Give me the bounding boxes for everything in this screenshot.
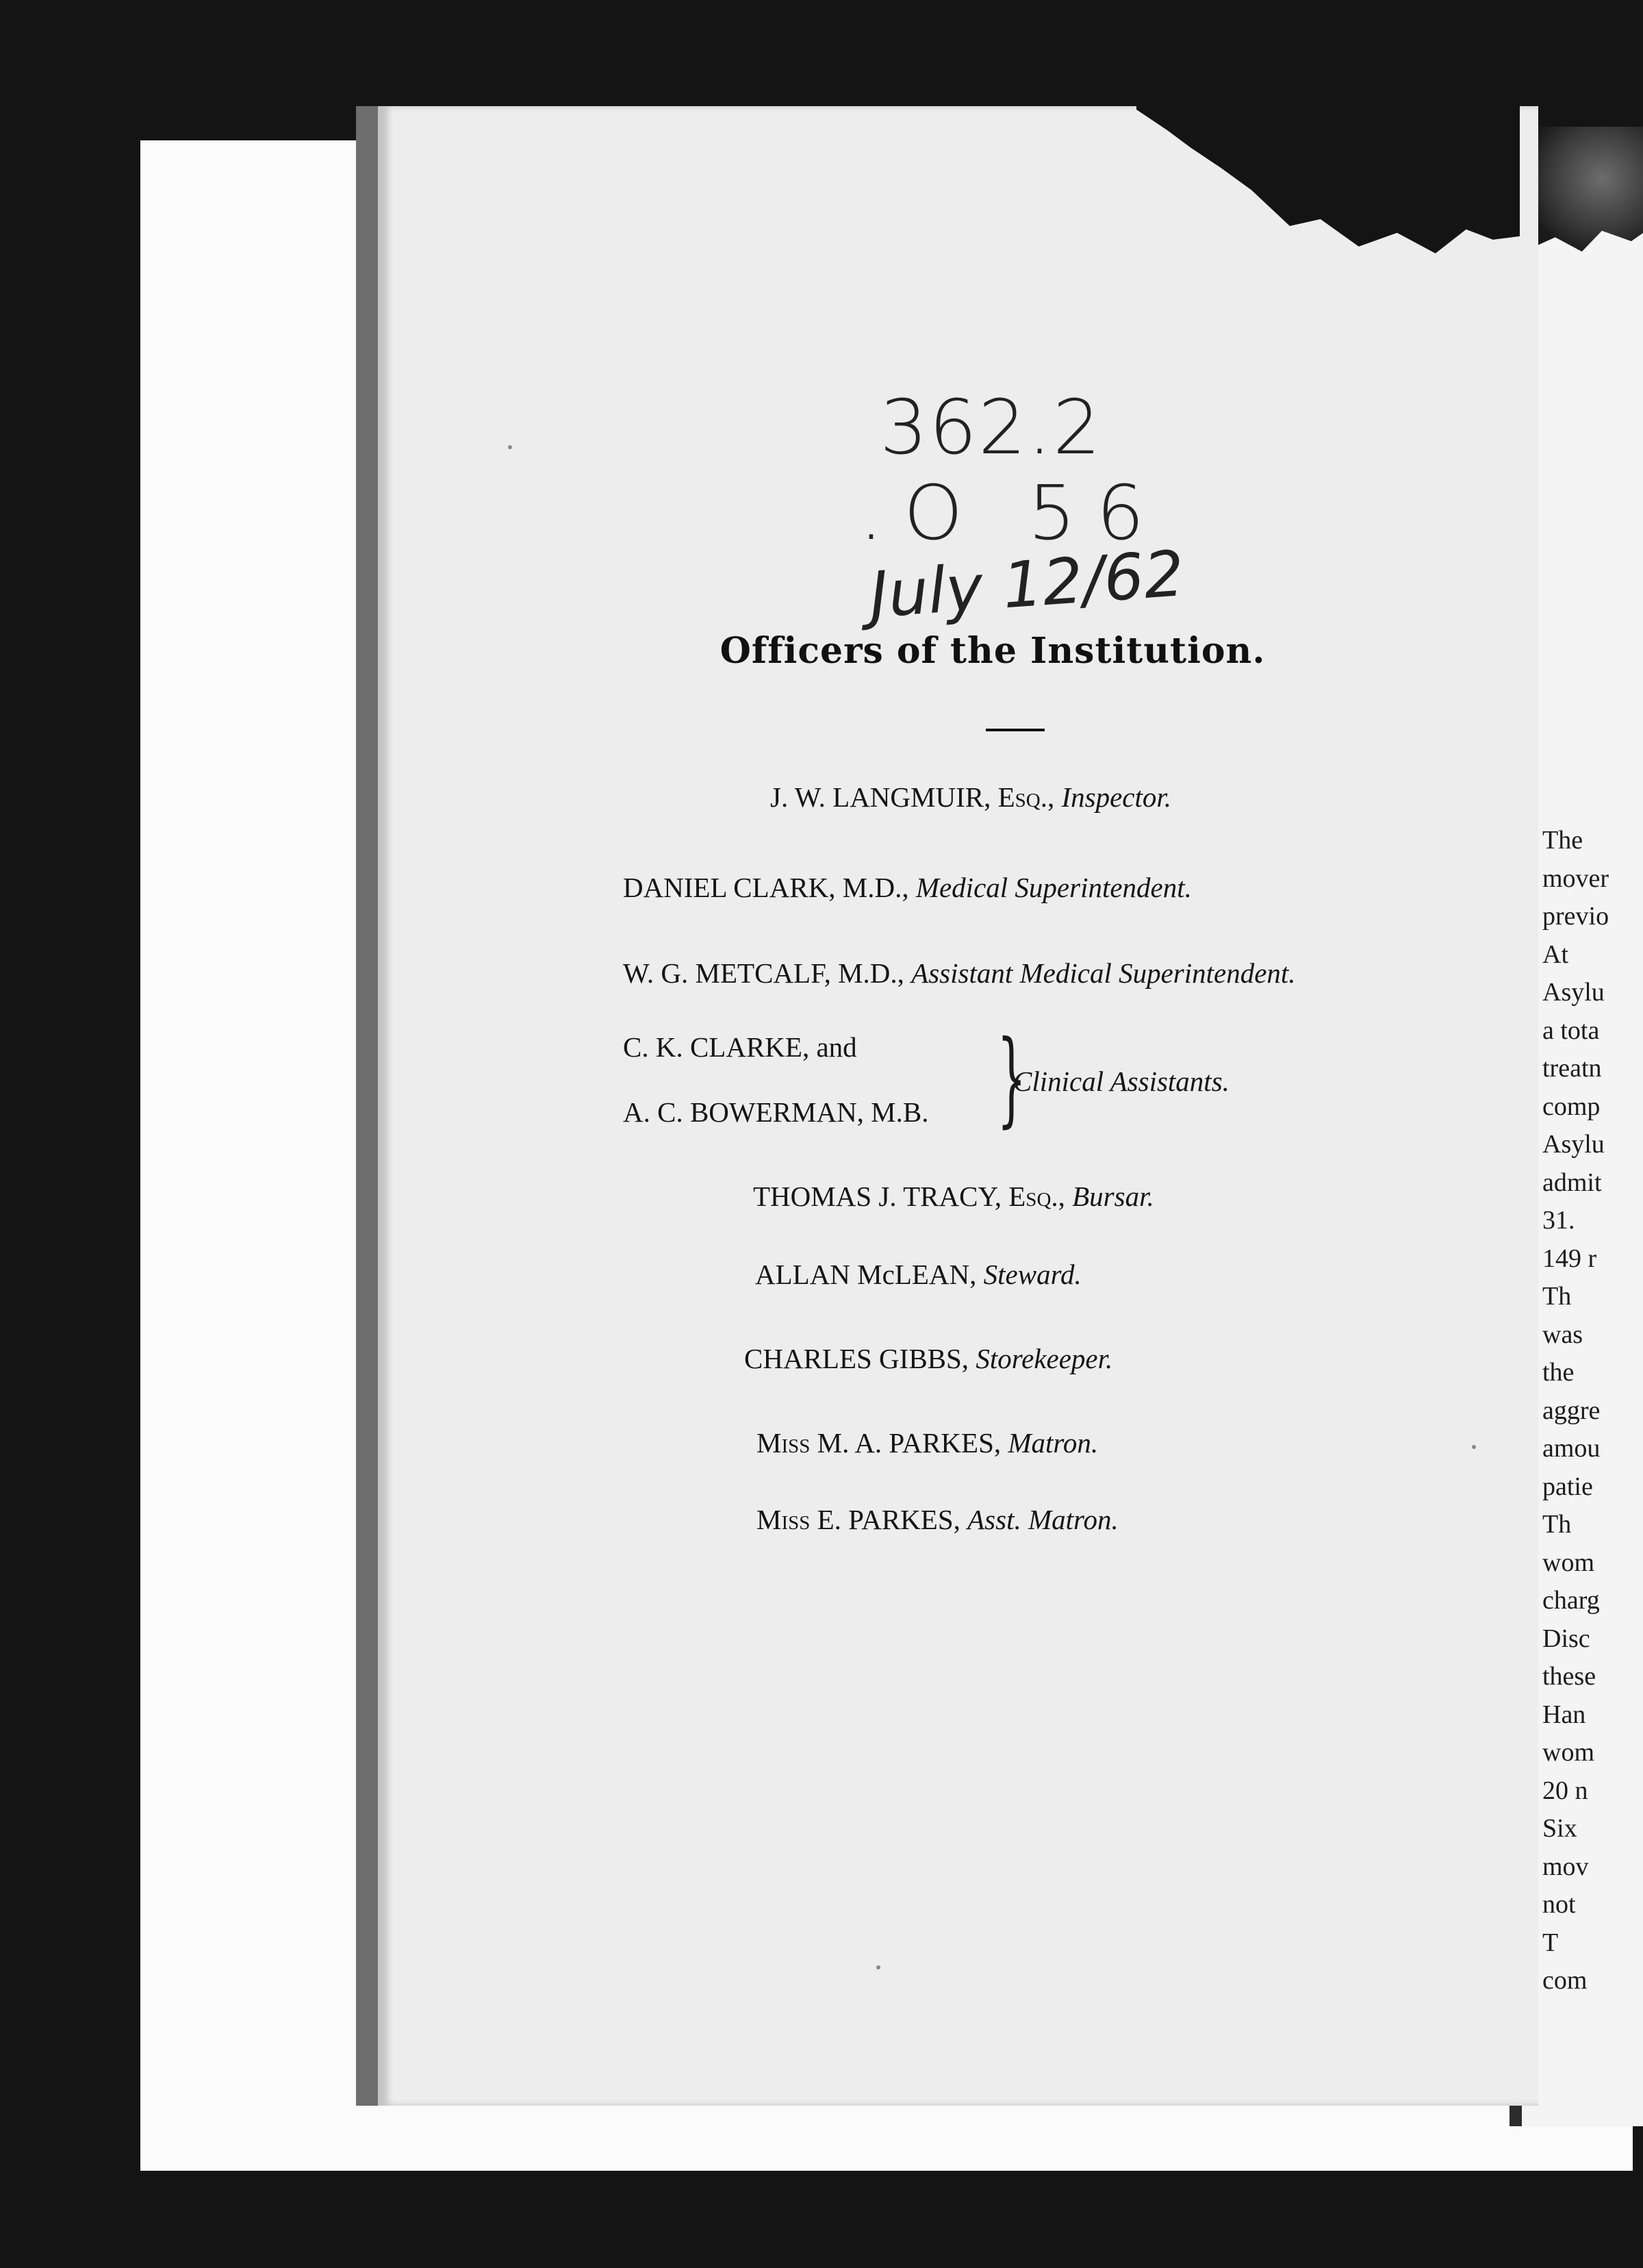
- facing-page-line: charg: [1542, 1586, 1600, 1615]
- facing-page-line: Asylu: [1542, 1130, 1605, 1159]
- officer-line-assistant-matron: [756, 1503, 1119, 1536]
- facing-page-line: Disc: [1542, 1624, 1590, 1653]
- paper-speck: [876, 1965, 880, 1969]
- officer-name: J. W. LANGMUIR,: [770, 781, 991, 813]
- officer-prefix: Miss: [756, 1504, 811, 1535]
- officer-name: THOMAS J. TRACY,: [753, 1181, 1002, 1212]
- officer-role: Steward.: [983, 1259, 1082, 1290]
- officer-name: E. PARKES,: [817, 1504, 960, 1535]
- facing-page-line: Th: [1542, 1282, 1572, 1311]
- paper-speck: [1472, 1445, 1476, 1449]
- officer-name: W. G. METCALF, M.D.,: [623, 957, 904, 989]
- officer-prefix: Miss: [756, 1427, 811, 1459]
- page-title: Officers of the Institution.: [719, 630, 1266, 672]
- facing-page-line: not: [1542, 1890, 1576, 1919]
- officer-line-storekeeper: [744, 1342, 1112, 1375]
- facing-page-line: these: [1542, 1662, 1596, 1691]
- facing-page-line: patie: [1542, 1472, 1593, 1501]
- officer-role: Bursar.: [1072, 1181, 1154, 1212]
- facing-page-line: com: [1542, 1966, 1588, 1995]
- officer-role: Asst. Matron.: [967, 1504, 1119, 1535]
- grouping-brace: }: [997, 1019, 1027, 1138]
- facing-page-line: comp: [1542, 1092, 1601, 1121]
- facing-page-line: treatn: [1542, 1054, 1602, 1083]
- facing-page-line: T: [1542, 1928, 1559, 1957]
- facing-page-line: mov: [1542, 1852, 1589, 1881]
- officer-role: Inspector.: [1061, 781, 1172, 813]
- paper-speck: [508, 445, 512, 449]
- handwritten-date: July 12/62: [867, 537, 1186, 632]
- facing-page-line: wom: [1542, 1738, 1594, 1767]
- officer-role: Assistant Medical Superintendent.: [911, 957, 1296, 989]
- facing-page-line: was: [1542, 1320, 1583, 1349]
- officer-name: CHARLES GIBBS,: [744, 1343, 969, 1374]
- facing-page-line: previo: [1542, 902, 1609, 931]
- facing-page-line: Th: [1542, 1510, 1572, 1539]
- clinical-member-1: C. K. CLARKE, and: [623, 1031, 857, 1063]
- handwritten-call-suffix: .O 56: [859, 469, 1165, 557]
- facing-page-line: admit: [1542, 1168, 1602, 1197]
- officer-name: DANIEL CLARK, M.D.,: [623, 872, 909, 903]
- facing-page-line: The: [1542, 826, 1583, 855]
- clinical-member-2: A. C. BOWERMAN, M.B.: [623, 1096, 929, 1128]
- officer-role: Medical Superintendent.: [915, 872, 1192, 903]
- facing-page-line: mover: [1542, 864, 1609, 893]
- facing-page-line: aggre: [1542, 1396, 1601, 1425]
- facing-page-line: 31.: [1542, 1206, 1575, 1235]
- handwritten-call-number: 362.2: [880, 383, 1102, 471]
- officer-line-matron: [756, 1426, 1098, 1459]
- title-divider: [986, 729, 1045, 731]
- facing-page-line: a tota: [1542, 1016, 1600, 1045]
- officer-role: Storekeeper.: [976, 1343, 1113, 1374]
- facing-page-line: the: [1542, 1358, 1575, 1387]
- torn-corner: [1522, 127, 1643, 257]
- officer-role: Matron.: [1008, 1427, 1099, 1459]
- officer-line-steward: [755, 1258, 1082, 1291]
- officer-line-assistant-superintendent: [623, 957, 1296, 990]
- facing-page-line: 149 r: [1542, 1244, 1597, 1273]
- facing-page-line: 20 n: [1542, 1776, 1588, 1805]
- facing-page-line: At: [1542, 940, 1568, 969]
- facing-page-line: Six: [1542, 1814, 1577, 1843]
- facing-page-line: amou: [1542, 1434, 1601, 1463]
- facing-page-text: [1542, 822, 1643, 2000]
- officer-line-inspector: [770, 781, 1171, 814]
- clinical-role: Clinical Assistants.: [1013, 1066, 1230, 1097]
- facing-page-line: wom: [1542, 1548, 1594, 1577]
- officer-line-medical-superintendent: [623, 871, 1192, 904]
- officer-name: M. A. PARKES,: [817, 1427, 1002, 1459]
- officer-suffix: Esq.,: [1008, 1181, 1065, 1212]
- officer-line-bursar: [753, 1180, 1154, 1213]
- facing-page-line: Asylu: [1542, 978, 1605, 1007]
- facing-page-line: Han: [1542, 1700, 1586, 1729]
- officer-name: ALLAN McLEAN,: [755, 1259, 977, 1290]
- officer-suffix: Esq.,: [997, 781, 1055, 813]
